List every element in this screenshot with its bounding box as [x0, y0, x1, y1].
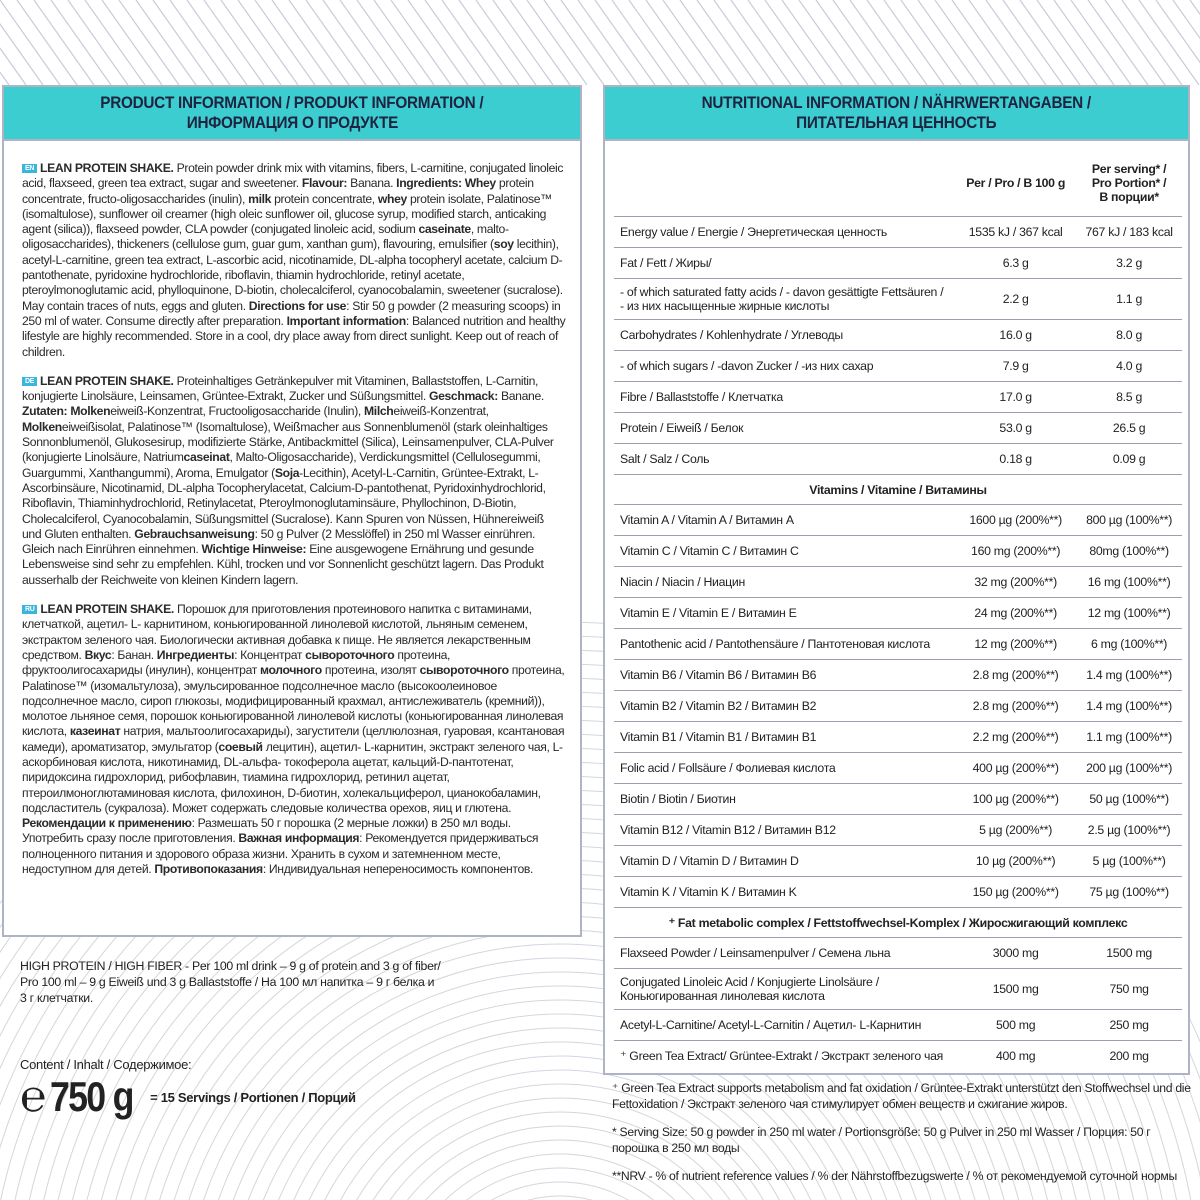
serving-header-line: Per serving* /: [1091, 162, 1167, 176]
de-text: Proteinhaltiges Getränkepulver mit Vitaminen, Ballaststoffen, L-Carnitin, konjugierte Linolsäure, Leinsamen, Grüntee-Extrakt, Zucker und Süßungsmittel.: [22, 373, 539, 404]
value-per-serving: 750 mg: [1076, 969, 1182, 1010]
high-protein-line: HIGH PROTEIN / HIGH FIBER - Per 100 ml drink – 9 g of protein and 3 g of fiber/: [20, 959, 441, 973]
table-row: [614, 660, 1182, 691]
background-stripe: [119, 0, 179, 85]
high-protein-line: Pro 100 ml – 9 g Eiweiß und 3 g Ballaststoffe / На 100 мл напитка – 9 г белка и: [20, 975, 435, 989]
lang-tag-ru: RU: [22, 605, 37, 614]
nutrient-name: Vitamin E / Vitamin E / Витамин E: [614, 598, 955, 629]
value-per-serving: 200 µg (100%**): [1076, 753, 1182, 784]
background-stripe: [391, 0, 451, 85]
ru-allergen: казеинат: [69, 724, 121, 739]
table-row: [614, 969, 1182, 1010]
de-text: eiweißisolat, Palatinose™ (Isomaltulose), Weißmacher aus Sonnenblumenöl (stark oleinhaltiges Sonnonblumenöl, Glukosesirup, modifizierte Stärke, Antibackmittel (Silica), Leinsamenpulver, CLA-Pulver (konjugierte Linolsäure, Natrium: [22, 419, 554, 465]
de-title: LEAN PROTEIN SHAKE.: [40, 373, 174, 388]
de-allergen: Soja: [274, 465, 300, 480]
value-per-serving: 1.4 mg (100%**): [1076, 660, 1182, 691]
background-stripe: [901, 0, 961, 85]
ru-text: : Рекомендуется придерживаться полноценного питания и здорового образа жизни. Хранить в сухом и затемненном месте, недоступном для детей.: [22, 831, 539, 877]
nutrient-name: Vitamin B12 / Vitamin B12 / Витамин B12: [614, 815, 955, 846]
de-flavour-label: Geschmack:: [428, 389, 498, 404]
background-stripe: [408, 0, 468, 85]
value-per-100g: 53.0 g: [955, 413, 1076, 444]
de-allergen: caseinat: [183, 450, 230, 465]
background-stripe: [493, 0, 553, 85]
value-per-100g: 2.2 g: [955, 279, 1076, 320]
background-stripe: [952, 0, 1012, 85]
value-per-100g: 5 µg (200%**): [955, 815, 1076, 846]
background-stripe: [289, 0, 349, 85]
net-weight: [20, 1072, 356, 1122]
table-header-serving: [1076, 150, 1182, 217]
background-stripe: [136, 0, 196, 85]
nutrient-name: Vitamin B2 / Vitamin B2 / Витамин B2: [614, 691, 955, 722]
background-stripe: [850, 0, 910, 85]
value-per-serving: 8.0 g: [1076, 320, 1182, 351]
green-tea-footnote: ⁺ Green Tea Extract supports metabolism and fat oxidation / Grüntee-Extrakt unterstützt den Stoffwechsel und die Fettoxidation / Экстракт зеленого чая стимулирует обмен веществ и сжигание жиров.: [612, 1081, 1191, 1111]
value-per-serving: 75 µg (100%**): [1076, 877, 1182, 908]
background-stripe: [204, 0, 264, 85]
value-per-serving: 6 mg (100%**): [1076, 629, 1182, 660]
content-label: Content / Inhalt / Содержимое:: [20, 1057, 192, 1072]
en-text: protein concentrate, fructo-oligosaccharides (inulin),: [22, 176, 534, 206]
de-allergen: Milch: [363, 404, 394, 419]
background-stripe: [1071, 0, 1131, 85]
e-mark-icon: ℮: [20, 1071, 47, 1122]
vitamins-section-title: Vitamins / Vitamine / Витамины: [614, 475, 1182, 505]
nutrient-name: Niacin / Niacin / Ниацин: [614, 567, 955, 598]
table-row: [614, 691, 1182, 722]
nutrient-name: Vitamin K / Vitamin K / Витамин K: [614, 877, 955, 908]
background-stripe: [646, 0, 706, 85]
high-protein-claim: [20, 958, 460, 1006]
background-stripe: [510, 0, 570, 85]
english-description: [22, 161, 566, 360]
background-stripe: [663, 0, 723, 85]
value-per-serving: 767 kJ / 183 kcal: [1076, 217, 1182, 248]
nutrition-info-header: [603, 85, 1190, 141]
ru-allergen: сывороточного: [419, 663, 509, 678]
background-stripe: [476, 0, 536, 85]
table-row: [614, 1041, 1182, 1072]
ru-text: : Концентрат: [234, 647, 306, 662]
value-per-serving: 1.1 g: [1076, 279, 1182, 320]
background-stripe: [1003, 0, 1063, 85]
nutrient-name: Pantothenic acid / Pantothensäure / Пантотеновая кислота: [614, 629, 955, 660]
table-row: [614, 815, 1182, 846]
de-allergen: Molken: [67, 404, 111, 419]
background-stripe: [765, 0, 825, 85]
background-stripe: [748, 0, 808, 85]
ru-allergen: молочного: [260, 663, 322, 678]
nutrient-name: Vitamin A / Vitamin A / Витамин A: [614, 505, 955, 536]
nutrient-name: Vitamin C / Vitamin C / Витамин C: [614, 536, 955, 567]
lang-tag-de: DE: [22, 377, 37, 386]
value-per-serving: 80mg (100%**): [1076, 536, 1182, 567]
table-header-empty: [614, 150, 955, 217]
value-per-serving: 800 µg (100%**): [1076, 505, 1182, 536]
lang-tag-en: EN: [22, 164, 37, 173]
table-row: [614, 846, 1182, 877]
ru-text: протеина, фруктоолигосахариды (инулин), концентрат: [22, 647, 451, 678]
value-per-100g: 7.9 g: [955, 351, 1076, 382]
nutrient-name: Fat / Fett / Жиры/: [614, 248, 955, 279]
nutrient-name: Vitamin B6 / Vitamin B6 / Витамин B6: [614, 660, 955, 691]
background-stripe: [867, 0, 927, 85]
background-stripe: [629, 0, 689, 85]
serving-size-footnote: * Serving Size: 50 g powder in 250 ml water / Portionsgröße: 50 g Pulver in 250 ml Wasser / Порция: 50 г порошка в 250 мл воды: [612, 1125, 1151, 1155]
nutrient-name: ⁺ Green Tea Extract/ Grüntee-Extrakt / Экстракт зеленого чая: [620, 1049, 943, 1063]
value-per-serving: 3.2 g: [1076, 248, 1182, 279]
nutrient-name: Carbohydrates / Kohlenhydrate / Углеводы: [614, 320, 955, 351]
servings-text: = 15 Servings / Portionen / Порций: [150, 1089, 356, 1105]
value-per-serving: 1500 mg: [1076, 938, 1182, 969]
value-per-100g: 150 µg (200%**): [955, 877, 1076, 908]
fat-complex-section-title-row: [614, 908, 1182, 938]
nutrient-name: Flaxseed Powder / Leinsamenpulver / Семена льна: [614, 938, 955, 969]
background-stripe: [1037, 0, 1097, 85]
value-per-100g: 2.2 mg (200%**): [955, 722, 1076, 753]
value-per-100g: 32 mg (200%**): [955, 567, 1076, 598]
nutrient-name: Salt / Salz / Соль: [614, 444, 955, 475]
value-per-100g: 400 mg: [996, 1049, 1036, 1063]
value-per-serving: 1.4 mg (100%**): [1076, 691, 1182, 722]
en-text: Protein powder drink mix with vitamins, fibers, L-carnitine, conjugated linoleic acid, flaxseed, green tea extract, sugar and sweetener.: [22, 161, 564, 191]
value-per-serving: 8.5 g: [1076, 382, 1182, 413]
background-stripe: [0, 0, 9, 85]
table-row: [614, 567, 1182, 598]
background-stripe: [816, 0, 876, 85]
nutrient-name: Fibre / Ballaststoffe / Клетчатка: [614, 382, 955, 413]
de-text: eiweiß-Konzentrat, Fructooligosaccharide (Inulin),: [110, 404, 364, 419]
value-per-100g: 16.0 g: [955, 320, 1076, 351]
background-stripe: [578, 0, 638, 85]
table-row: [614, 598, 1182, 629]
background-stripe: [527, 0, 587, 85]
en-title: LEAN PROTEIN SHAKE.: [40, 161, 174, 175]
nutrition-table: [614, 150, 1182, 1071]
background-stripe: [102, 0, 162, 85]
background-stripe: [969, 0, 1029, 85]
nutrient-name: Biotin / Biotin / Биотин: [614, 784, 955, 815]
background-stripe: [986, 0, 1046, 85]
background-stripe: [17, 0, 77, 85]
value-per-serving: 5 µg (100%**): [1076, 846, 1182, 877]
value-per-100g: 10 µg (200%**): [955, 846, 1076, 877]
value-per-serving: 16 mg (100%**): [1076, 567, 1182, 598]
value-per-serving: 200 mg: [1109, 1049, 1149, 1063]
de-text: Banane.: [497, 389, 544, 404]
nutrient-name: Conjugated Linoleic Acid / Konjugierte Linolsäure / Коньюгированная линолевая кислота: [614, 969, 955, 1010]
de-directions-label: Gebrauchsanweisung: [134, 526, 255, 541]
background-stripe: [68, 0, 128, 85]
ru-allergen: сывороточного: [305, 647, 395, 662]
en-allergen: milk: [248, 191, 272, 206]
en-ingredients-label: Ingredients:: [396, 176, 462, 191]
background-stripe: [833, 0, 893, 85]
background-stripe: [731, 0, 791, 85]
background-stripe: [1054, 0, 1114, 85]
en-allergen: soy: [493, 237, 514, 252]
background-stripe: [782, 0, 842, 85]
background-stripe: [561, 0, 621, 85]
value-per-100g: 1600 µg (200%**): [955, 505, 1076, 536]
background-stripe: [442, 0, 502, 85]
table-row: [614, 351, 1182, 382]
value-per-100g: 1500 mg: [955, 969, 1076, 1010]
background-stripe: [1190, 0, 1200, 85]
en-text: : Stir 50 g powder (2 measuring scoops) in 250 ml of water. Consume directly after preparation.: [22, 298, 561, 328]
table-row: [614, 320, 1182, 351]
background-stripe: [0, 0, 60, 85]
nutrient-name: Vitamin B1 / Vitamin B1 / Витамин B1: [614, 722, 955, 753]
background-stripe: [918, 0, 978, 85]
nutrient-name: Protein / Eiweiß / Белок: [614, 413, 955, 444]
table-row: [614, 382, 1182, 413]
ru-text: : Банан.: [111, 647, 157, 662]
serving-header-line: Pro Portion* /: [1091, 176, 1167, 190]
table-row: [614, 753, 1182, 784]
value-per-100g: 17.0 g: [955, 382, 1076, 413]
background-stripe: [153, 0, 213, 85]
de-text: eiweiß-Konzentrat,: [393, 404, 489, 419]
ru-title: LEAN PROTEIN SHAKE.: [40, 602, 174, 617]
background-stripe: [34, 0, 94, 85]
background-stripe: [680, 0, 740, 85]
russian-description: [22, 602, 566, 877]
value-per-100g: 0.18 g: [955, 444, 1076, 475]
value-per-serving: 50 µg (100%**): [1076, 784, 1182, 815]
ru-flavour-label: Вкус: [84, 647, 112, 662]
fat-complex-section-title: ⁺ Fat metabolic complex / Fettstoffwechsel-Komplex / Жиросжигающий комплекс: [614, 908, 1182, 938]
table-row: [614, 784, 1182, 815]
nutrition-info-title-line2: ПИТАТЕЛЬНАЯ ЦЕННОСТЬ: [796, 113, 997, 132]
table-row: [614, 279, 1182, 320]
value-per-serving: 0.09 g: [1076, 444, 1182, 475]
en-text: Banana.: [347, 176, 397, 191]
background-stripe: [1020, 0, 1080, 85]
background-stripe: [306, 0, 366, 85]
background-stripe: [935, 0, 995, 85]
background-stripe: [340, 0, 400, 85]
background-stripe: [255, 0, 315, 85]
table-header-row: [614, 150, 1182, 217]
en-text: protein concentrate,: [271, 191, 378, 206]
en-directions-label: Directions for use: [248, 298, 347, 313]
value-per-100g: 2.8 mg (200%**): [955, 660, 1076, 691]
de-ingredients-label: Zutaten:: [22, 404, 68, 419]
background-stripe: [884, 0, 944, 85]
background-stripe: [221, 0, 281, 85]
serving-header-line: В порции*: [1099, 190, 1159, 204]
background-stripe: [544, 0, 604, 85]
ru-text: лецитин), ацетил- L-карнитин, экстракт зеленого чая, L-аскорбиновая кислота, никотинамид, DL-альфа- токоферола ацетат, кальций-D-пантотенат, пиридоксина гидрохлорид, рибофлавин, тиамина гидрохлорид, ретинил ацетат, птероилмоноглютаминовая кислота, филохинон, D-биотин, холекальциферол, цианокобаламин, подсластитель (сукралоза). Может содержать следовые количества орехов, яиц и глютена.: [22, 739, 563, 815]
de-text: : 50 g Pulver (2 Messlöffel) in 250 ml Wasser einrühren. Gleich nach Einrühren einnehmen.: [22, 526, 536, 557]
value-per-100g: 500 mg: [955, 1010, 1076, 1041]
nutrient-name: Vitamin D / Vitamin D / Витамин D: [614, 846, 955, 877]
en-allergen: caseinate: [418, 222, 471, 237]
table-row: [614, 248, 1182, 279]
product-info-title-line1: PRODUCT INFORMATION / PRODUKT INFORMATION /: [100, 93, 484, 112]
background-curve: [436, 1196, 684, 1200]
background-stripe: [1156, 0, 1200, 85]
background-stripe: [612, 0, 672, 85]
table-row: [614, 1010, 1182, 1041]
high-protein-line: 3 г клетчатки.: [20, 991, 93, 1005]
background-stripe: [459, 0, 519, 85]
background-stripe: [799, 0, 859, 85]
value-per-100g: 2.8 mg (200%**): [955, 691, 1076, 722]
background-stripe: [272, 0, 332, 85]
value-per-100g: 24 mg (200%**): [955, 598, 1076, 629]
nutrient-name: Folic acid / Follsäure / Фолиевая кислота: [614, 753, 955, 784]
de-text: Eine ausgewogene Ernährung und gesunde Lebensweise sind sehr zu empfehlen. Kühl, trocken und vor Sonnenlicht geschützt lagern. Das Produkt ausserhalb der Reichweite von kleinen Kindern lagern.: [22, 542, 544, 587]
value-per-100g: 400 µg (200%**): [955, 753, 1076, 784]
nutrition-info-title-line1: NUTRITIONAL INFORMATION / NÄHRWERTANGABEN /: [701, 93, 1092, 112]
en-allergen: Whey: [461, 176, 496, 191]
ru-directions-label: Рекомендации к применению: [22, 816, 192, 831]
table-row: [614, 722, 1182, 753]
product-info-body: [2, 141, 582, 937]
table-row: [614, 938, 1182, 969]
ru-ingredients-label: Ингредиенты: [156, 647, 235, 662]
background-stripe: [323, 0, 383, 85]
background-stripe: [425, 0, 485, 85]
table-row: [614, 505, 1182, 536]
de-text: -Lecithin), Acetyl-L-Carnitin, Grüntee-Extrakt, L-Ascorbinsäure, Nicotinamid, DL-alpha Tocopherylacetat, Calcium-D-pantothenat, Pyridoxinhydrochlorid, Riboflavin, Thiaminhydrochlorid, Retinylacetat, Pteroylmonoglutaminsäure, Phyllochinon, D-Biotin, Cholecalciferol, Cyanocobalamin, Süßungsmittel (Sucralose). Kann Spuren von Nüssen, Hühnereiweiß und Gluten enthalten.: [22, 465, 546, 541]
background-stripe: [0, 0, 43, 85]
value-per-100g: 160 mg (200%**): [955, 536, 1076, 567]
en-text: protein isolate, Palatinose™ (isomaltulose), sunflower oil creamer (high oleic sunflower oil, glucose syrup, modified starch, anticaking agent (silica)), flaxseed powder, CLA powder (conjugated linoleic acid, sodium: [22, 191, 552, 237]
background-stripe: [714, 0, 774, 85]
en-text: : Balanced nutrition and healthy lifestyle are highly recommended. Store in a cool, dry place away from direct sunlight. Keep out of reach of children.: [22, 313, 566, 359]
table-row: [614, 877, 1182, 908]
nutrition-info-body: [603, 141, 1190, 1075]
en-flavour-label: Flavour:: [301, 176, 348, 191]
en-text: , malto-oligosaccharides), thickeners (cellulose gum, guar gum, xanthan gum), flavouring, emulsifier (: [22, 222, 509, 252]
value-per-serving: 26.5 g: [1076, 413, 1182, 444]
value-per-100g: 3000 mg: [955, 938, 1076, 969]
net-weight-value: 750 g: [50, 1073, 133, 1120]
value-per-serving: 12 mg (100%**): [1076, 598, 1182, 629]
background-stripe: [697, 0, 757, 85]
table-header-per100: Per / Pro / В 100 g: [955, 150, 1076, 217]
nutrient-name: - of which saturated fatty acids / - davon gesättigte Fettsäuren / - из них насыщенные жирные кислоты: [614, 279, 955, 320]
value-per-serving: 2.5 µg (100%**): [1076, 815, 1182, 846]
table-row: [614, 444, 1182, 475]
value-per-100g: 12 mg (200%**): [955, 629, 1076, 660]
nrv-footnote: **NRV - % of nutrient reference values / % der Nährstoffbezugswerte / % от рекомендуемой суточной нормы: [612, 1169, 1177, 1183]
value-per-serving: 1.1 mg (100%**): [1076, 722, 1182, 753]
ru-allergen: соевый: [218, 739, 263, 754]
value-per-serving: 250 mg: [1076, 1010, 1182, 1041]
background-stripe: [1139, 0, 1199, 85]
product-info-title-line2: ИНФОРМАЦИЯ О ПРОДУКТЕ: [186, 113, 398, 132]
background-stripe: [187, 0, 247, 85]
value-per-serving: 4.0 g: [1076, 351, 1182, 382]
background-stripe: [595, 0, 655, 85]
de-text: , Malto-Oligosaccharide), Verdickungsmittel (Cellulosegummi, Guargummi, Xanthangummi), Aroma, Emulgator (: [22, 450, 541, 480]
de-important-label: Wichtige Hinweise:: [201, 542, 307, 557]
ru-text: Порошок для приготовления протеинового напитка с витаминами, клетчаткой, ацетил- L- карнитином, коньюгированной линолевой кислотой, льняным семенем, экстрактом зеленого чая. Биологически активная добавка к пище. Не является лекарственным средством.: [22, 602, 532, 662]
nutrient-name: Energy value / Energie / Энергетическая ценность: [614, 217, 955, 248]
table-row: [614, 217, 1182, 248]
value-per-100g: 1535 kJ / 367 kcal: [955, 217, 1076, 248]
nutrient-name: Acetyl-L-Carnitine/ Acetyl-L-Carnitin / Ацетил- L-Карнитин: [614, 1010, 955, 1041]
ru-important-label: Важная информация: [238, 831, 360, 846]
en-important-label: Important information: [286, 313, 406, 328]
ru-text: : Размешать 50 г порошка (2 мерные ложки) в 250 мл воды. Употребить сразу после приготовления.: [22, 816, 511, 846]
table-row: [614, 629, 1182, 660]
ru-text: натрия, мальтоолигосахариды), загустители (целлюлозная, гуаровая, ксантановая камеди), ароматизатор, эмульгатор (: [22, 724, 565, 754]
background-stripe: [1122, 0, 1182, 85]
background-stripe: [85, 0, 145, 85]
background-stripe: [374, 0, 434, 85]
en-allergen: whey: [377, 191, 407, 206]
product-info-header: [2, 85, 582, 141]
background-stripe: [1105, 0, 1165, 85]
background-stripe: [238, 0, 298, 85]
table-row: [614, 413, 1182, 444]
value-per-100g: 6.3 g: [955, 248, 1076, 279]
ru-text: протеина, изолят: [321, 663, 420, 678]
en-text: lecithin), acetyl-L-carnitine, green tea extract, L-ascorbic acid, nicotinamide, DL-alpha tocopheryl acetate, calcium D-pantothenate, pyridoxine hydrochloride, riboflavin, thiamin hydrochloride, retinyl acetate, pteroylmonoglutamic acid, phylloquinone, D-biotin, cholecalciferol, cyanocobalamin, sweetener (sucralose). May contain traces of nuts, eggs and gluten.: [22, 237, 563, 313]
table-row: [614, 536, 1182, 567]
background-stripe: [170, 0, 230, 85]
background-stripe: [1088, 0, 1148, 85]
german-description: [22, 374, 566, 588]
ru-text: протеина, Palatinose™ (изомальтулоза), эмульсированное подсолнечное масло (высокоолеиновое подсолнечное масло, сироп глюкозы, модифицированный крахмал, антислеживатель (кремний)), молотое льняное семя, порошок коньюгированной линолевой кислоты (коньюгированная линолевая кислота,: [22, 663, 565, 739]
value-per-100g: 100 µg (200%**): [955, 784, 1076, 815]
vitamins-section-title-row: [614, 475, 1182, 505]
ru-text: : Индивидуальная непереносимость компонентов.: [262, 862, 534, 877]
background-stripe: [51, 0, 111, 85]
ru-contraindications-label: Противопоказания: [154, 862, 263, 877]
de-allergen: Molken: [22, 419, 62, 434]
background-stripe: [357, 0, 417, 85]
nutrient-name: - of which sugars / -davon Zucker / -из них сахар: [614, 351, 955, 382]
